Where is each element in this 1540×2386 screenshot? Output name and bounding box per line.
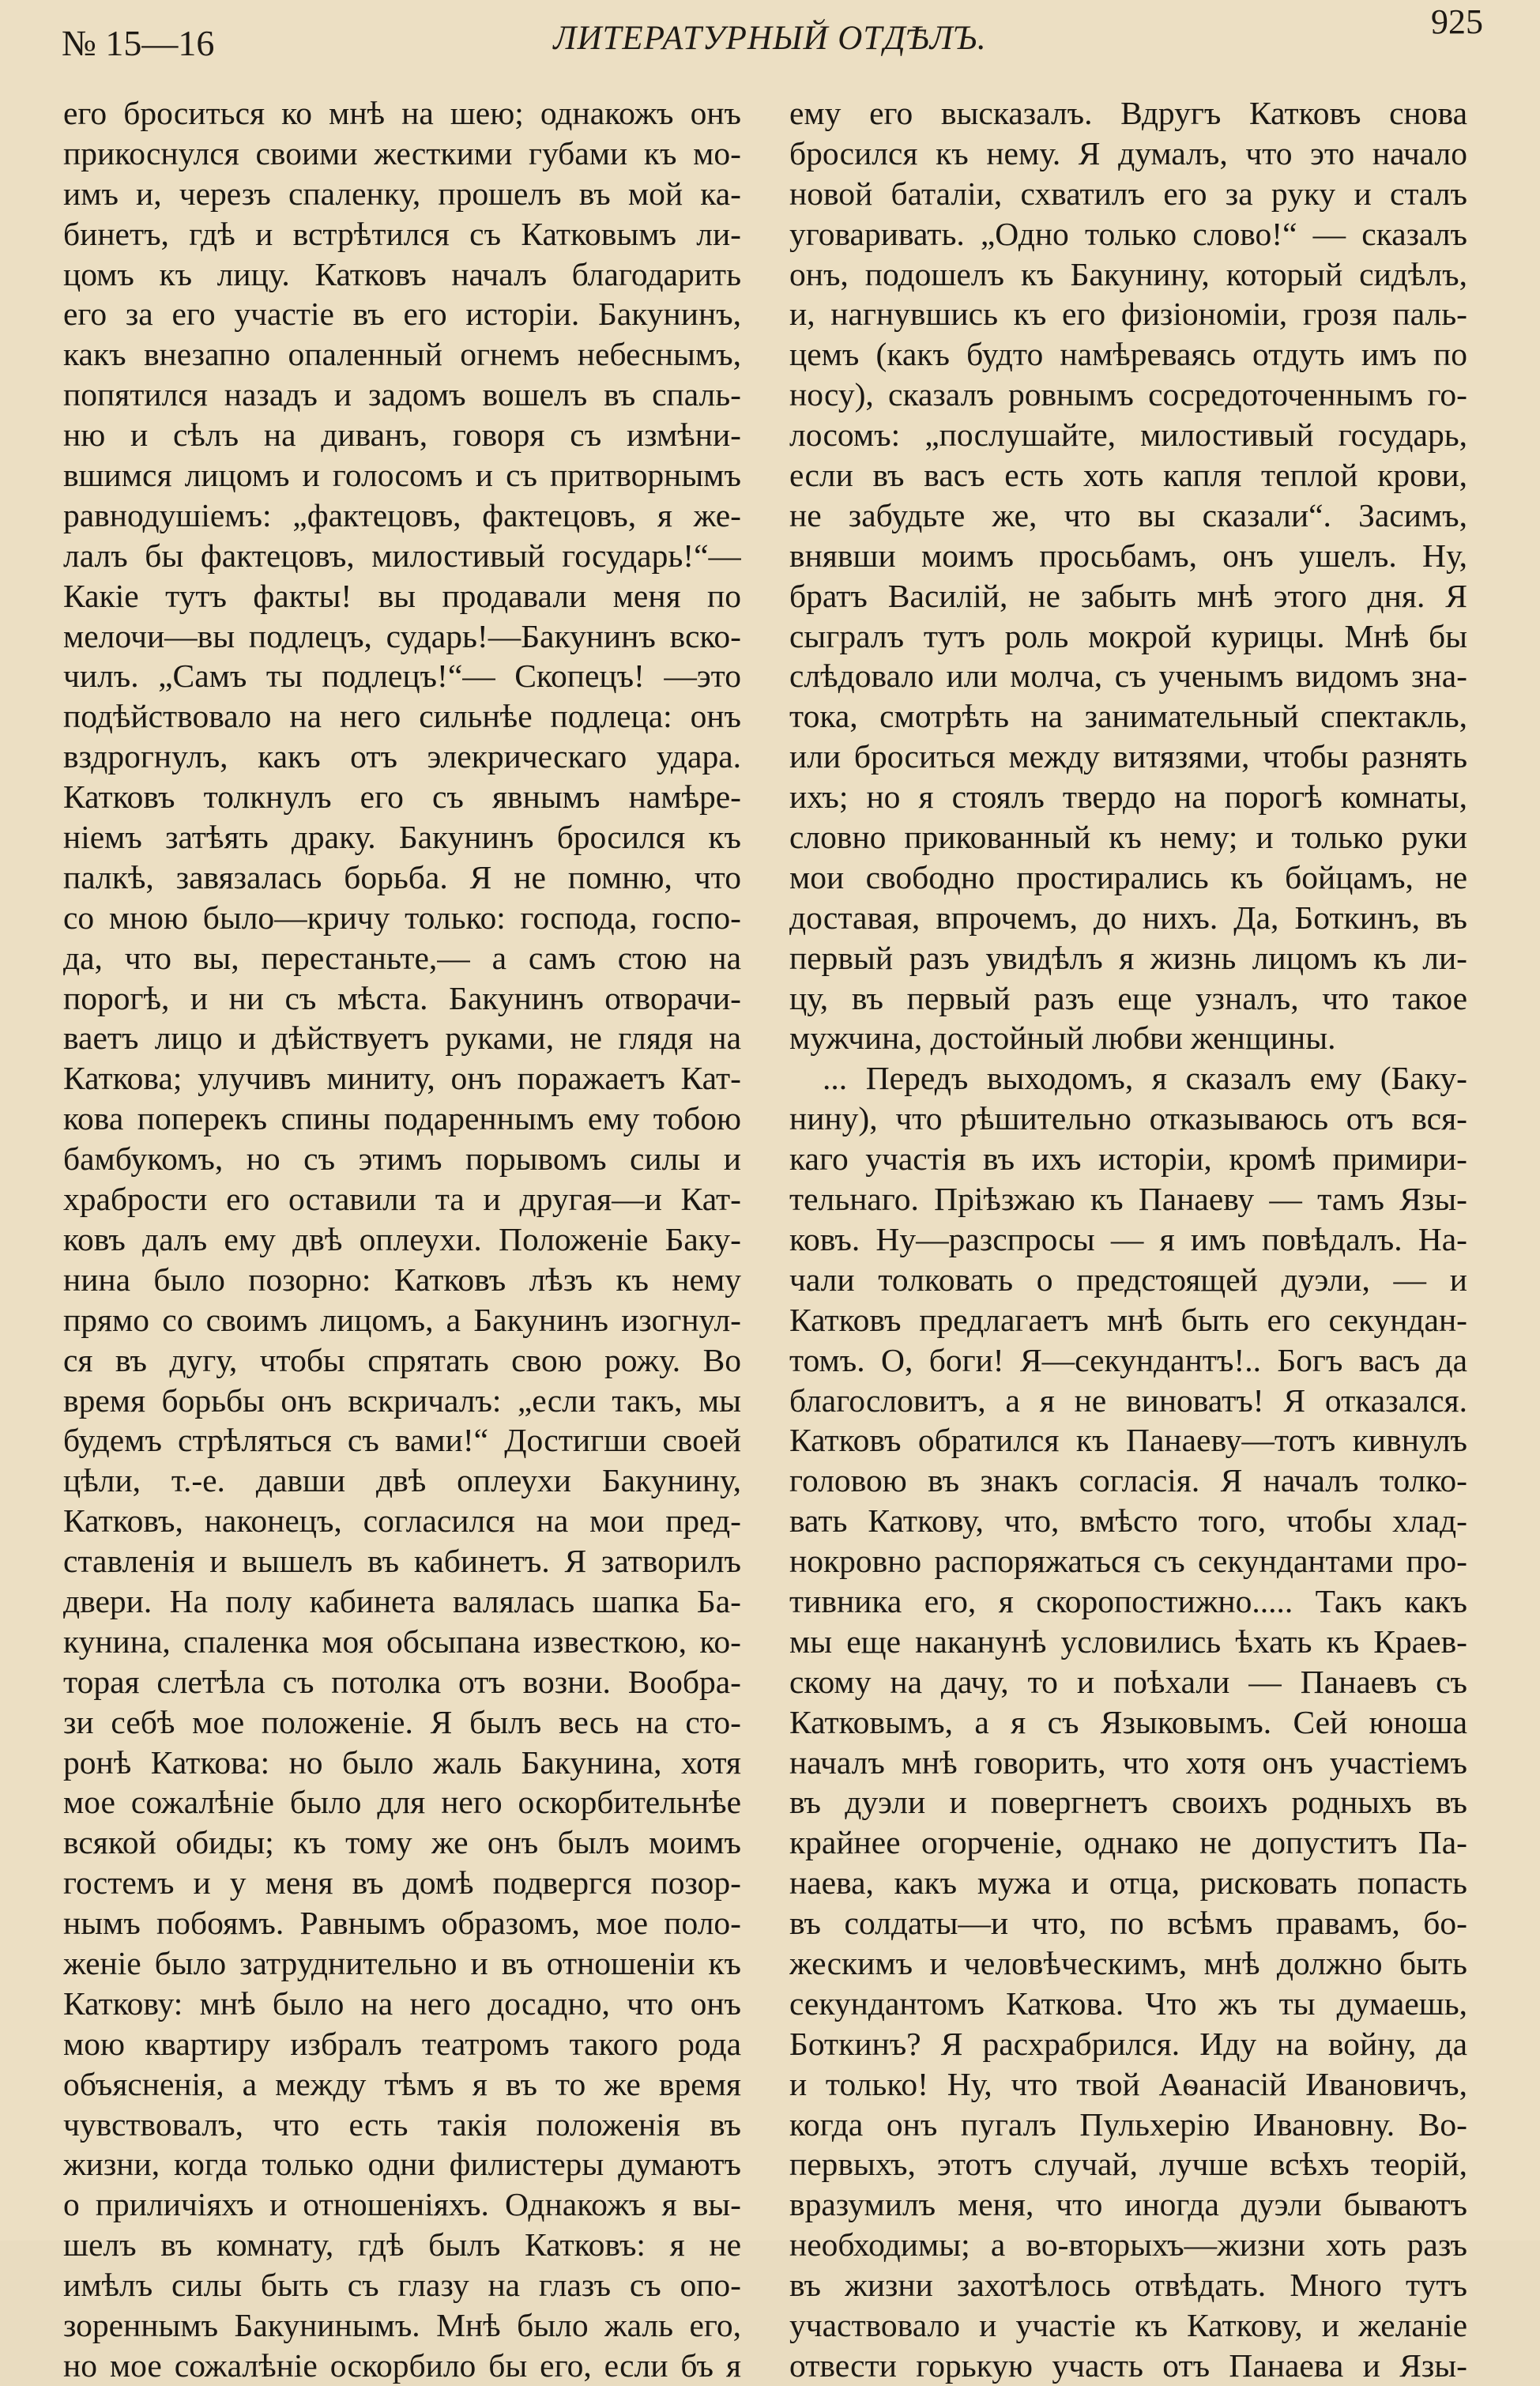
text-line: Катковъ, наконецъ, согласился на мои пред- — [63, 1502, 741, 1540]
text-line: кунина, спаленка моя обсыпана известкою, ко- — [63, 1623, 741, 1660]
text-line: мы еще наканунѣ условились ѣхать къ Краев- — [789, 1623, 1467, 1660]
text-line: время борьбы онъ вскричалъ: „если такъ, мы — [63, 1381, 741, 1419]
text-line: храбрости его оставили та и другая—и Кат- — [63, 1181, 741, 1218]
text-line: прикоснулся своими жесткими губами къ мо- — [63, 134, 741, 172]
text-line: кова поперекъ спины подареннымъ ему тобою — [63, 1100, 741, 1137]
text-line: зореннымъ Бакунинымъ. Мнѣ было жаль его, — [63, 2306, 741, 2343]
text-line: бамбукомъ, но съ этимъ порывомъ силы и — [63, 1140, 741, 1178]
text-line: нокровно распоряжаться съ секундантами про- — [789, 1543, 1467, 1580]
text-line: подѣйствовало на него сильнѣе подлеца: онъ — [63, 698, 741, 735]
text-line: вшимся лицомъ и голосомъ и съ притворнымъ — [63, 457, 741, 494]
text-line: бинетъ, гдѣ и встрѣтился съ Катковымъ ли- — [63, 215, 741, 252]
text-line: чувствовалъ, что есть такія положенія въ — [63, 2105, 741, 2143]
text-line: какъ внезапно опаленный огнемъ небеснымъ, — [63, 336, 741, 373]
text-line: лосомъ: „послушайте, милостивый государь, — [789, 417, 1467, 454]
issue-number: № 15—16 — [62, 23, 215, 63]
right-text-column — [789, 93, 1467, 2386]
text-line: объясненія, а между тѣмъ я въ то же время — [63, 2065, 741, 2102]
text-line: да, что вы, перестаньте,— а самъ стою на — [63, 939, 741, 976]
text-line: со мною было—кричу только: господа, госпо- — [63, 899, 741, 936]
text-line: секундантомъ Каткова. Что жъ ты думаешь, — [789, 1985, 1467, 2022]
text-line: ся въ дугу, чтобы спрятать свою рожу. Во — [63, 1341, 741, 1378]
text-line: жизни, когда только одни филистеры думаютъ — [63, 2146, 741, 2183]
text-line: ковъ далъ ему двѣ оплеухи. Положеніе Баку- — [63, 1220, 741, 1257]
text-line: благословитъ, а я не виноватъ! Я отказался. — [789, 1381, 1467, 1419]
text-line: и только! Ну, что твой Аѳанасій Ивановичъ, — [789, 2065, 1467, 2102]
text-line: Катковымъ, а я съ Языковымъ. Сей юноша — [789, 1703, 1467, 1740]
text-line: братъ Василій, не забыть мнѣ этого дня. Я — [789, 577, 1467, 614]
text-line: внявши моимъ просьбамъ, онъ ушелъ. Ну, — [789, 537, 1467, 574]
text-line: ніемъ затѣять драку. Бакунинъ бросился къ — [63, 819, 741, 856]
text-line: попятился назадъ и задомъ вошелъ въ спаль- — [63, 376, 741, 413]
text-line: головою въ знакъ согласія. Я началъ толко- — [789, 1462, 1467, 1499]
text-line: Боткинъ? Я расхрабрился. Иду на войну, да — [789, 2025, 1467, 2062]
text-line: ... Передъ выходомъ, я сказалъ ему (Баку- — [823, 1060, 1467, 1097]
text-line: ваетъ лицо и дѣйствуетъ руками, не глядя на — [63, 1020, 741, 1057]
text-line: доставая, впрочемъ, до нихъ. Да, Боткинъ, въ — [789, 899, 1467, 936]
text-line: мою квартиру избралъ театромъ такого рода — [63, 2025, 741, 2062]
text-line: бросился къ нему. Я думалъ, что это начало — [789, 134, 1467, 172]
text-line: скому на дачу, то и поѣхали — Панаевъ съ — [789, 1663, 1467, 1700]
text-line: первыхъ, этотъ случай, лучше всѣхъ теорій, — [789, 2146, 1467, 2183]
text-line: Какіе тутъ факты! вы продавали меня по — [63, 577, 741, 614]
text-line: не забудьте же, что вы сказали“. Засимъ, — [789, 496, 1467, 533]
text-line: Катковъ толкнулъ его съ явнымъ намѣре- — [63, 778, 741, 816]
text-line: палкѣ, завязалась борьба. Я не помню, что — [63, 858, 741, 895]
text-line: словно прикованный къ нему; и только руки — [789, 819, 1467, 856]
text-line: если въ васъ есть хоть капля теплой крови, — [789, 457, 1467, 494]
text-line: или броситься между витязями, чтобы разнять — [789, 738, 1467, 775]
text-line: нина было позорно: Катковъ лѣзъ къ нему — [63, 1261, 741, 1298]
text-line: сыгралъ тутъ роль мокрой курицы. Мнѣ бы — [789, 617, 1467, 654]
text-line: крайнее огорченіе, однако не допуститъ Па- — [789, 1824, 1467, 1861]
text-line: въ солдаты—и что, по всѣмъ правамъ, бо- — [789, 1905, 1467, 1942]
text-line: порогѣ, и ни съ мѣста. Бакунинъ отворачи- — [63, 979, 741, 1016]
text-line: цемъ (какъ будто намѣреваясь отдуть имъ по — [789, 336, 1467, 373]
text-line: прямо со своимъ лицомъ, а Бакунинъ изогнул- — [63, 1301, 741, 1338]
text-line: торая слетѣла съ потолка отъ возни. Вообра- — [63, 1663, 741, 1700]
text-line: Катковъ обратился къ Панаеву—тотъ кивнулъ — [789, 1422, 1467, 1459]
text-line: нымъ побоямъ. Равнымъ образомъ, мое поло- — [63, 1905, 741, 1942]
text-line: двери. На полу кабинета валялась шапка Ба- — [63, 1582, 741, 1619]
text-line: женіе было затруднительно и въ отношеніи къ — [63, 1944, 741, 1981]
text-line: жескимъ и человѣческимъ, мнѣ должно быть — [789, 1944, 1467, 1981]
text-line: но мое сожалѣніе оскорбило бы его, если бъ я — [63, 2346, 741, 2384]
text-line: Катковъ предлагаетъ мнѣ быть его секундан- — [789, 1301, 1467, 1338]
text-line: шелъ въ комнату, гдѣ былъ Катковъ: я не — [63, 2226, 741, 2263]
text-line: вздрогнулъ, какъ отъ элекрическаго удара. — [63, 738, 741, 775]
text-line: ихъ; но я стоялъ твердо на порогѣ комнаты, — [789, 778, 1467, 816]
text-line: отвести горькую участь отъ Панаева и Язы- — [789, 2346, 1467, 2384]
text-line: тока, смотрѣть на занимательный спектакль, — [789, 698, 1467, 735]
text-line: вать Каткову, что, вмѣсто того, чтобы хлад- — [789, 1502, 1467, 1540]
text-line: ставленія и вышелъ въ кабинетъ. Я затворилъ — [63, 1543, 741, 1580]
text-line: слѣдовало или молча, съ ученымъ видомъ зна- — [789, 658, 1467, 695]
text-line: ковъ. Ну—разспросы — я имъ повѣдалъ. На- — [789, 1220, 1467, 1257]
text-line: мое сожалѣніе было для него оскорбительнѣе — [63, 1784, 741, 1821]
section-title: ЛИТЕРАТУРНЫЙ ОТДѢЛЪ. — [553, 20, 987, 57]
text-line: цѣли, т.-е. давши двѣ оплеухи Бакунину, — [63, 1462, 741, 1499]
text-line: уговаривать. „Одно только слово!“ — сказалъ — [789, 215, 1467, 252]
text-line: чали толковать о предстоящей дуэли, — и — [789, 1261, 1467, 1298]
text-line: мои свободно простирались къ бойцамъ, не — [789, 858, 1467, 895]
text-line: томъ. О, боги! Я—секундантъ!.. Богъ васъ да — [789, 1341, 1467, 1378]
text-line: вразумилъ меня, что иногда дуэли бываютъ — [789, 2186, 1467, 2223]
text-line: необходимы; а во-вторыхъ—жизни хоть разъ — [789, 2226, 1467, 2263]
text-line: новой баталіи, схватилъ его за руку и сталъ — [789, 175, 1467, 212]
text-line: въ дуэли и повергнетъ своихъ родныхъ въ — [789, 1784, 1467, 1821]
text-line: чилъ. „Самъ ты подлецъ!“— Скопецъ! —это — [63, 658, 741, 695]
text-line: носу), сказалъ ровнымъ сосредоточеннымъ го- — [789, 376, 1467, 413]
text-line: цу, въ первый разъ еще узналъ, что такое — [789, 979, 1467, 1016]
text-line: тивника его, я скоропостижно..... Такъ какъ — [789, 1582, 1467, 1619]
text-line: будемъ стрѣляться съ вами!“ Достигши своей — [63, 1422, 741, 1459]
text-line: его броситься ко мнѣ на шею; однакожъ онъ — [63, 95, 741, 131]
page-number: 925 — [1431, 2, 1483, 41]
text-line: лалъ бы фактецовъ, милостивый государь!“— — [63, 537, 741, 574]
text-line: въ жизни захотѣлось отвѣдать. Много тутъ — [789, 2267, 1467, 2304]
text-line: ню и сѣлъ на диванъ, говоря съ измѣни- — [63, 417, 741, 454]
text-line: участвовало и участіе къ Каткову, и желаніе — [789, 2306, 1467, 2343]
text-line: зи себѣ мое положеніе. Я былъ весь на сто- — [63, 1703, 741, 1740]
text-line: мужчина, достойный любви женщины. — [789, 1020, 1336, 1057]
text-line: мелочи—вы подлецъ, сударь!—Бакунинъ вско- — [63, 617, 741, 654]
text-line: имѣлъ силы быть съ глазу на глазъ съ опо- — [63, 2267, 741, 2304]
text-line: цомъ къ лицу. Катковъ началъ благодарить — [63, 255, 741, 292]
text-line: первый разъ увидѣлъ я жизнь лицомъ къ ли- — [789, 939, 1467, 976]
text-line: о приличіяхъ и отношеніяхъ. Однакожъ я вы- — [63, 2186, 741, 2223]
text-line: равнодушіемъ: „фактецовъ, фактецовъ, я же- — [63, 496, 741, 533]
text-line: гостемъ и у меня въ домѣ подвергся позор- — [63, 1864, 741, 1902]
text-line: наева, какъ мужа и отца, рисковать попасть — [789, 1864, 1467, 1902]
text-line: Каткову: мнѣ было на него досадно, что онъ — [63, 1985, 741, 2022]
left-text-column — [63, 93, 741, 2386]
text-line: имъ и, черезъ спаленку, прошелъ въ мой ка- — [63, 175, 741, 212]
text-line: и, нагнувшись къ его физіономіи, грозя паль- — [789, 296, 1467, 333]
text-line: его за его участіе въ его исторіи. Бакунинъ, — [63, 296, 741, 333]
text-line: нину), что рѣшительно отказываюсь отъ вся- — [789, 1100, 1467, 1137]
text-line: всякой обиды; къ тому же онъ былъ моимъ — [63, 1824, 741, 1861]
text-line: ему его высказалъ. Вдругъ Катковъ снова — [789, 95, 1467, 131]
text-line: тельнаго. Пріѣзжаю къ Панаеву — тамъ Язы- — [789, 1181, 1467, 1218]
text-line: когда онъ пугалъ Пульхерію Ивановну. Во- — [789, 2105, 1467, 2143]
text-line: ронѣ Каткова: но было жаль Бакунина, хотя — [63, 1743, 741, 1781]
text-line: началъ мнѣ говорить, что хотя онъ участіемъ — [789, 1743, 1467, 1781]
text-line: Каткова; улучивъ миниту, онъ поражаетъ Кат- — [63, 1060, 741, 1097]
text-line: онъ, подошелъ къ Бакунину, который сидѣлъ, — [789, 255, 1467, 292]
text-line: каго участія въ ихъ исторіи, кромѣ примири- — [789, 1140, 1467, 1178]
